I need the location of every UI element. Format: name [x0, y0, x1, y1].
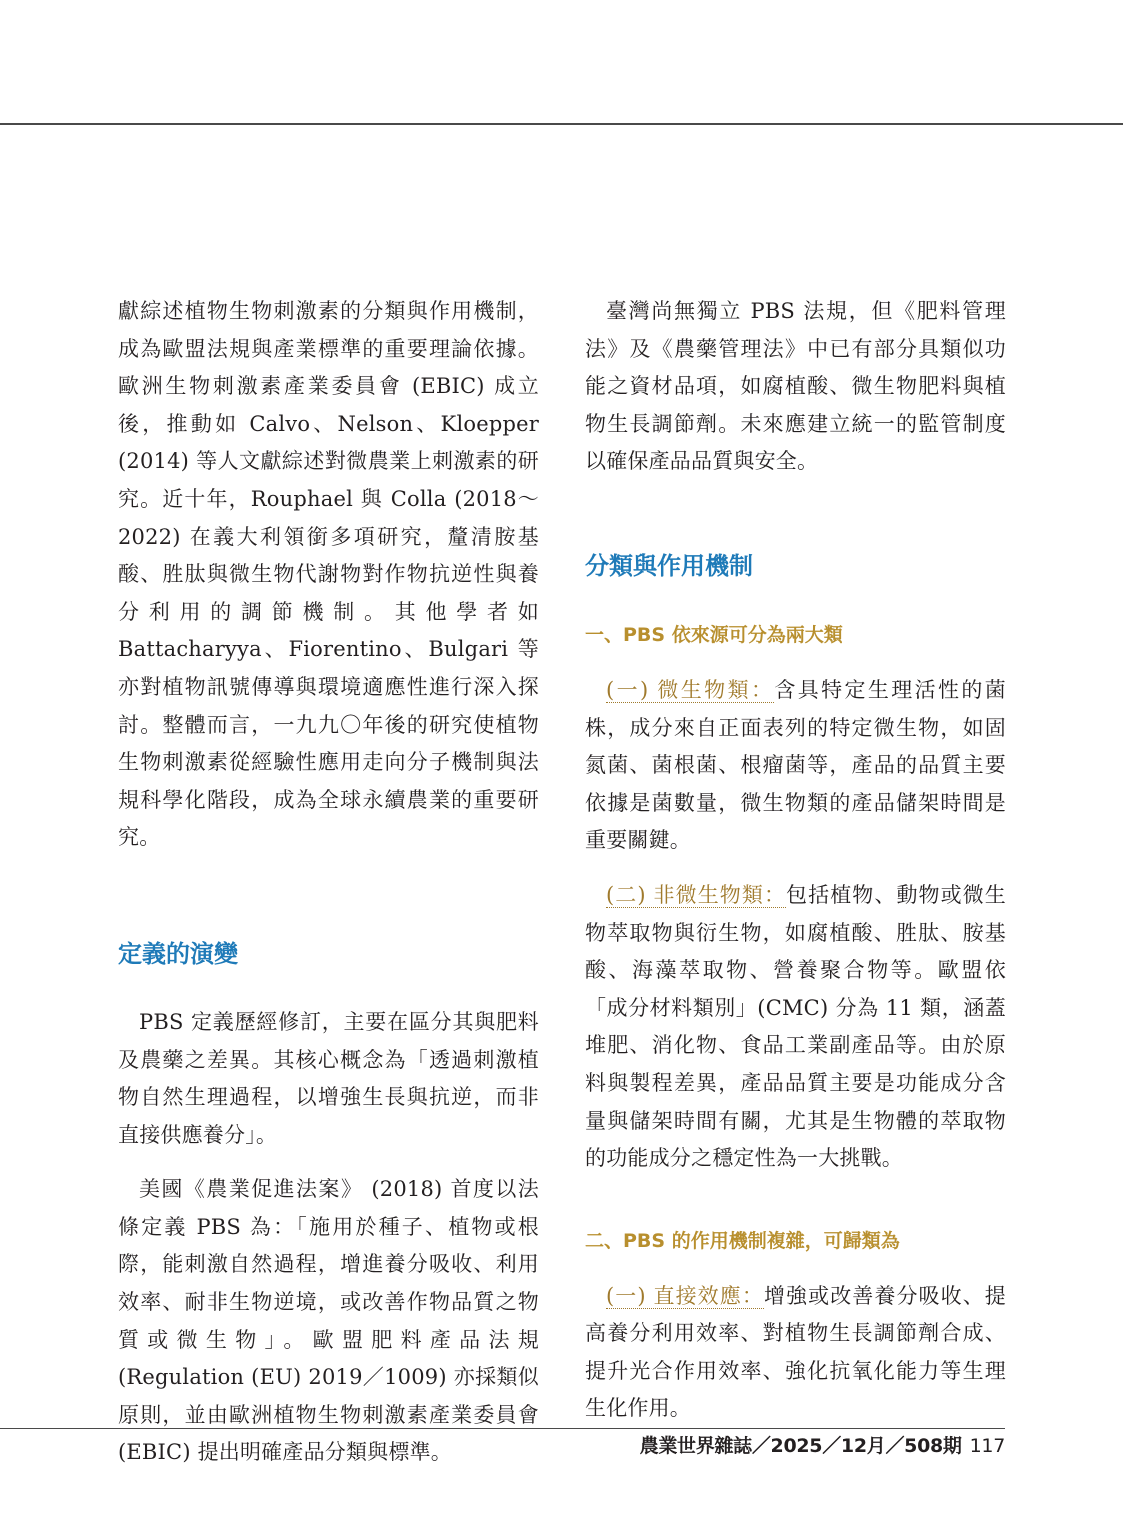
microbial-label: (一) 微生物類：: [606, 677, 775, 702]
us-law-paragraph: 美國《農業促進法案》 (2018) 首度以法條定義 PBS 為：「施用於種子、植物或根際，能刺激自然過程，增進養分吸收、利用效率、耐非生物逆境，或改善作物品質之物質或微生物」。歐盟肥料產品法規 (Regulation (EU) 2019／1009) 亦採類似原則，並由歐洲植物生物刺激素產業委員會 (EBIC) 提出明確產品分類與標準。: [118, 1177, 539, 1465]
nonmicrobial-label: (二) 非微生物類：: [606, 882, 787, 907]
top-rule: [0, 123, 1123, 125]
nonmicrobial-item: [585, 877, 1006, 1178]
page-number: 117: [969, 1435, 1005, 1457]
section-heading-definition: 定義的演變: [118, 939, 238, 968]
direct-effect-text: 增強或改善養分吸收、提高養分利用效率、對植物生長調節劑合成、提升光合作用效率、強化抗氧化能力等生理生化作用。: [585, 1283, 1006, 1421]
microbial-item: [585, 672, 1006, 860]
intro-paragraph: 獻綜述植物生物刺激素的分類與作用機制，成為歐盟法規與產業標準的重要理論依據。歐洲生物刺激素產業委員會 (EBIC) 成立後，推動如 Calvo、Nelson、Kloepper (2014) 等人文獻綜述對微農業上刺激素的研究。近十年，Rouphael 與 Colla (2018～2022) 在義大利領銜多項研究，釐清胺基酸、胜肽與微生物代謝物對作物抗逆性與養分利用的調節機制。其他學者如 Battacharyya、Fiorentino、Bulgari 等亦對植物訊號傳導與環境適應性進行深入探討。整體而言，一九九〇年後的研究使植物生物刺激素從經驗性應用走向分子機制與法規科學化階段，成為全球永續農業的重要研究。: [118, 299, 539, 850]
footer-rule: [0, 1428, 1005, 1429]
direct-effect-item: [585, 1278, 1006, 1428]
page-footer: [640, 1431, 1005, 1458]
nonmicrobial-text: 包括植物、動物或微生物萃取物與衍生物，如腐植酸、胜肽、胺基酸、海藻萃取物、營養聚合物等。歐盟依「成分材料類別」(CMC) 分為 11 類，涵蓋堆肥、消化物、食品工業副產品等。由於原料與製程差異，產品品質主要是功能成分含量與儲架時間有關，尤其是生物體的萃取物的功能成分之穩定性為一大挑戰。: [585, 882, 1006, 1171]
right-column: [585, 293, 1006, 1428]
subheading-mechanism: 二、PBS 的作用機制複雜，可歸類為: [585, 1229, 900, 1252]
definition-paragraph: PBS 定義歷經修訂，主要在區分其與肥料及農藥之差異。其核心概念為「透過刺激植物自然生理過程，以增強生長與抗逆，而非直接供應養分」。: [118, 1009, 539, 1147]
publication-info: 農業世界雜誌／2025／12月／508期: [639, 1435, 962, 1457]
taiwan-paragraph: 臺灣尚無獨立 PBS 法規，但《肥料管理法》及《農藥管理法》中已有部分具類似功能之資材品項，如腐植酸、微生物肥料與植物生長調節劑。未來應建立統一的監管制度以確保產品品質與安全。: [585, 299, 1006, 474]
left-column: [118, 293, 539, 1472]
direct-effect-label: (一) 直接效應：: [606, 1283, 764, 1308]
microbial-text: 含具特定生理活性的菌株，成分來自正面表列的特定微生物，如固氮菌、菌根菌、根瘤菌等，產品的品質主要依據是菌數量，微生物類的產品儲架時間是重要關鍵。: [585, 677, 1006, 853]
section-heading-classification: 分類與作用機制: [585, 551, 753, 580]
subheading-sources: 一、PBS 依來源可分為兩大類: [585, 623, 843, 646]
